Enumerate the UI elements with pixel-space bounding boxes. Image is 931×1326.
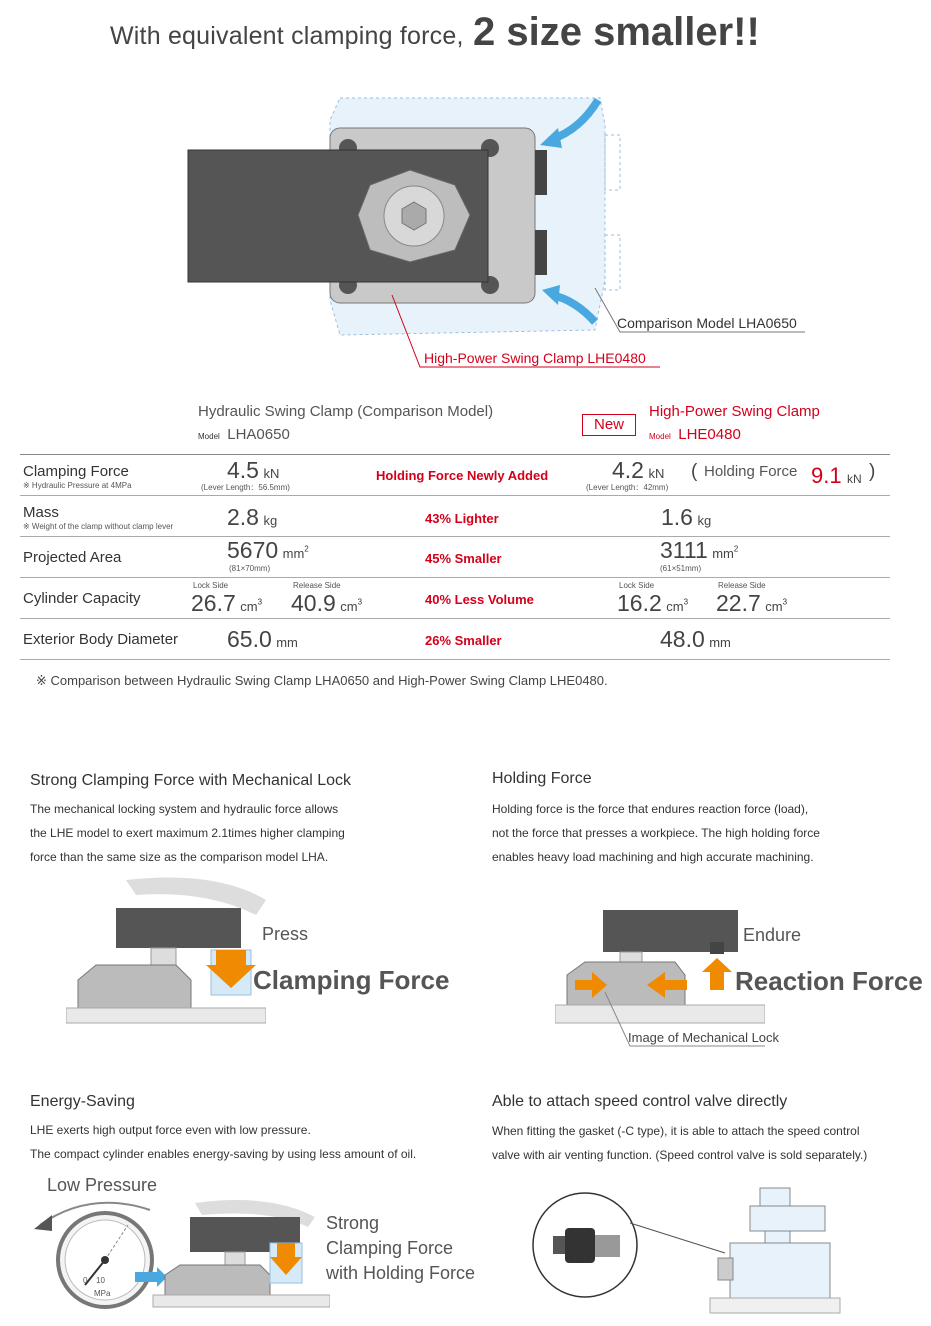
comparison-model-label: Comparison Model LHA0650 (617, 315, 797, 331)
clamp-head (760, 1188, 790, 1206)
comparison-port-lower (605, 235, 620, 290)
value: 40.9 (291, 590, 336, 616)
row-clamping-note: ※ Hydraulic Pressure at 4MPa (23, 481, 132, 490)
table-row (20, 578, 890, 619)
subnote: (Lever Length：56.5mm) (201, 483, 290, 492)
unit: mm (276, 635, 298, 650)
low-pressure-label: Low Pressure (47, 1175, 158, 1195)
paren: ( (691, 461, 698, 482)
base-plate (153, 1295, 330, 1307)
base-plate (710, 1298, 840, 1313)
body-line: The mechanical locking system and hydraulic force allows (30, 802, 339, 816)
clamping-force-label: Clamping Force (253, 965, 450, 995)
value: 4.2 (612, 457, 644, 483)
right-model-code: LHE0480 (678, 426, 741, 443)
mech-lock-figure (66, 870, 266, 1025)
new-badge: New (582, 414, 636, 436)
valve-title: Able to attach speed control valve directly (492, 1093, 788, 1110)
table-row (20, 619, 890, 660)
unit: mm (282, 546, 305, 561)
model-prefix: Model (649, 432, 671, 441)
body-line: When fitting the gasket (-C type), it is able to attach the speed control (492, 1124, 860, 1138)
row-mass-name: Mass (23, 504, 59, 521)
valve-cap (553, 1236, 565, 1254)
valve-body (492, 1119, 867, 1167)
arrow-head-icon (34, 1215, 52, 1231)
exponent: 3 (683, 597, 689, 607)
headline-highlight: 2 size smaller!! (473, 10, 760, 54)
row-cylinder-name: Cylinder Capacity (23, 590, 141, 607)
value: 1.6 (661, 504, 693, 530)
unit: cm (765, 599, 783, 614)
unit: cm (340, 599, 358, 614)
right-column-title: High-Power Swing Clamp (649, 403, 820, 420)
value: 5670 (227, 537, 279, 563)
label-line: with Holding Force (326, 1263, 476, 1283)
unit: cm (666, 599, 684, 614)
holding-force-figure (555, 900, 765, 1050)
left-model (198, 426, 290, 444)
up-arrow-icon (702, 958, 732, 990)
value: 16.2 (617, 590, 662, 616)
body-line: the LHE model to exert maximum 2.1times higher clamping (30, 826, 345, 840)
top-comparison-figure (180, 90, 820, 380)
oil-flow-bar (135, 1272, 157, 1282)
reaction-force-label: Reaction Force (735, 966, 923, 996)
valve-fitting (595, 1235, 620, 1257)
clamp-body (730, 1243, 830, 1298)
exponent: 2 (733, 544, 739, 554)
unit: kN (847, 472, 862, 486)
left-model-code: LHA0650 (227, 426, 290, 443)
table-row (20, 455, 890, 496)
body-line: enables heavy load machining and high accurate machining. (492, 850, 814, 864)
label-line: Strong (326, 1213, 380, 1233)
body-line: not the force that presses a workpiece. The high holding force (492, 826, 820, 840)
difference-label: 40% Less Volume (425, 592, 534, 607)
model-prefix: Model (198, 432, 220, 441)
unit: kg (263, 513, 278, 528)
holding-force-body (492, 797, 820, 869)
value: 65.0 (227, 626, 272, 652)
difference-label: 26% Smaller (425, 633, 502, 648)
exponent: 3 (357, 597, 363, 607)
energy-saving-body (30, 1118, 416, 1166)
row-clamping-name: Clamping Force (23, 463, 129, 480)
lever-tip (710, 942, 724, 954)
endure-label: Endure (743, 925, 802, 945)
body-line: The compact cylinder enables energy-saving by using less amount of oil. (30, 1147, 417, 1161)
unit: kN (263, 466, 280, 481)
base-plate (66, 1008, 266, 1023)
row-diameter-name: Exterior Body Diameter (23, 631, 179, 648)
unit: mm (712, 546, 734, 561)
table-row (20, 496, 890, 537)
gauge-unit: MPa (94, 1289, 111, 1298)
exponent: 2 (304, 544, 309, 554)
body-line: Holding force is the force that endures reaction force (load), (492, 802, 809, 816)
value: 22.7 (716, 590, 761, 616)
energy-saving-title: Energy-Saving (30, 1093, 135, 1110)
clamp-port-lower (535, 230, 547, 275)
exponent: 3 (782, 597, 788, 607)
clamp-lever (116, 908, 241, 948)
holding-label: Holding Force (704, 463, 798, 480)
base-plate (555, 1005, 765, 1023)
body-line: LHE exerts high output force even with low pressure. (30, 1123, 311, 1137)
comparison-footnote: ※ Comparison between Hydraulic Swing Clamp LHA0650 and High-Power Swing Clamp LHE0480. (36, 673, 608, 688)
headline-lead: With equivalent clamping force, (110, 22, 464, 50)
energy-saving-figure (30, 1195, 330, 1310)
clamp-body (165, 1265, 270, 1295)
unit: cm (240, 599, 258, 614)
release-side-label: Release Side (718, 581, 766, 590)
comparison-port-upper (605, 135, 620, 190)
valve-body (565, 1228, 595, 1263)
valve-port (718, 1258, 733, 1280)
lock-side-label: Lock Side (193, 581, 229, 590)
mech-lock-title: Strong Clamping Force with Mechanical Lock (30, 772, 352, 789)
body-line: valve with air venting function. (Speed control valve is sold separately.) (492, 1148, 868, 1162)
gauge-zero: 0 (83, 1276, 88, 1285)
clamp-lever (750, 1206, 825, 1231)
press-label: Press (262, 924, 309, 944)
subnote: (61×51mm) (660, 564, 702, 573)
difference-label: 43% Lighter (425, 511, 499, 526)
mech-lock-body (30, 797, 345, 869)
table-row (20, 537, 890, 578)
subnote: (81×70mm) (229, 564, 271, 573)
clamp-port-upper (535, 150, 547, 195)
new-model-label: High-Power Swing Clamp LHE0480 (424, 350, 646, 366)
clamp-body (78, 965, 191, 1008)
zoom-leader-line (630, 1223, 725, 1253)
holding-force-title: Holding Force (492, 770, 592, 787)
release-side-label: Release Side (293, 581, 341, 590)
value: 4.5 (227, 457, 259, 483)
right-model (649, 426, 741, 444)
unit: mm (709, 635, 731, 650)
value: 2.8 (227, 504, 259, 530)
value: 48.0 (660, 626, 705, 652)
body-line: force than the same size as the comparison model LHA. (30, 850, 329, 864)
difference-label: 45% Smaller (425, 551, 502, 566)
strong-clamping-label (326, 1211, 475, 1286)
subnote: (Lever Length：42mm) (586, 483, 669, 492)
valve-figure (530, 1183, 850, 1318)
lock-side-label: Lock Side (619, 581, 655, 590)
spec-table (20, 454, 890, 660)
gauge-pivot (101, 1256, 109, 1264)
unit: kg (697, 513, 712, 528)
paren: ) (869, 461, 876, 482)
left-column-title: Hydraulic Swing Clamp (Comparison Model) (198, 403, 494, 420)
holding-value: 9.1 (811, 463, 842, 488)
unit: kN (648, 466, 665, 481)
row-area-name: Projected Area (23, 549, 122, 566)
row-mass-note: ※ Weight of the clamp without clamp lever (23, 522, 174, 531)
mechanical-lock-callout: Image of Mechanical Lock (628, 1030, 780, 1045)
value: 3111 (660, 537, 708, 563)
value: 26.7 (191, 590, 236, 616)
difference-label: Holding Force Newly Added (376, 468, 549, 483)
label-line: Clamping Force (326, 1238, 454, 1258)
exponent: 3 (257, 597, 263, 607)
gauge-ten: 10 (96, 1276, 105, 1285)
